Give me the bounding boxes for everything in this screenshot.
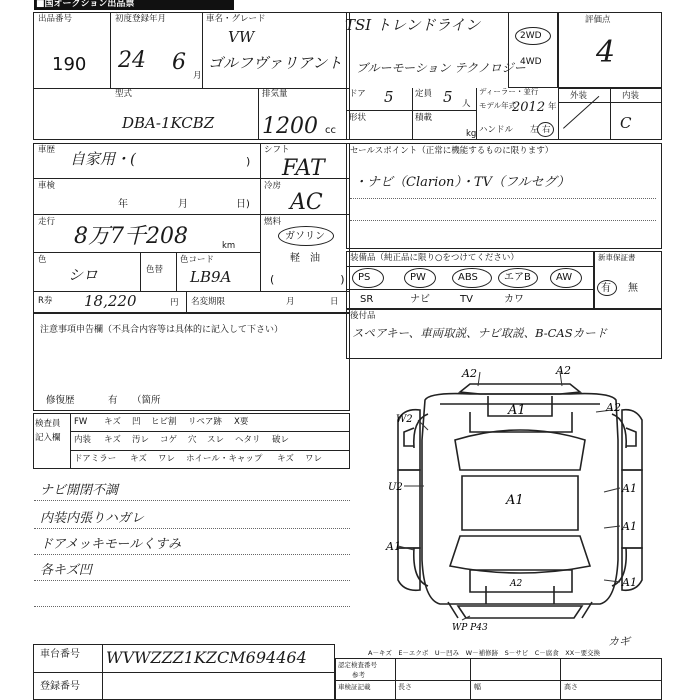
recycle-unit: 円 bbox=[170, 298, 179, 308]
capacity-value: 5 bbox=[443, 88, 453, 106]
transfer-label: 名変期限 bbox=[191, 297, 226, 307]
diagram-mark-rear-bumper: WP P43 bbox=[452, 623, 488, 633]
cert-label: 認定検査番号 bbox=[338, 661, 377, 669]
drive-4wd: 4WD bbox=[520, 57, 542, 67]
displacement-value: 1200 bbox=[262, 114, 318, 139]
fuel-diesel: 軽 油 bbox=[290, 253, 320, 264]
load-label: 積載 bbox=[415, 113, 433, 123]
aftermarket-label: 後付品 bbox=[350, 311, 376, 321]
inspection-year: 年 bbox=[118, 199, 128, 210]
fuel-value: ガソリン bbox=[285, 231, 325, 242]
inspector-item: 穴 bbox=[188, 435, 197, 445]
remark-line: 各キズ凹 bbox=[40, 563, 92, 578]
diagram-mark-left-door: U2 bbox=[388, 482, 403, 493]
diagram-mark-front-fender-left: W2 bbox=[396, 414, 413, 425]
diagram-mark-left-rear: A1 bbox=[386, 540, 401, 553]
model-name: ゴルフヴァリアント bbox=[208, 54, 343, 72]
inspector-item: キズ bbox=[104, 417, 121, 427]
equipment-item: PW bbox=[410, 272, 426, 283]
inspector-item: キズ bbox=[130, 454, 147, 464]
inspection-day: 日) bbox=[236, 199, 250, 210]
inspection-label: 車検 bbox=[38, 181, 56, 191]
equipment-circle bbox=[452, 268, 492, 288]
dealer-label: ディーラー・並行 bbox=[479, 87, 539, 96]
inspector-item: 汚レ bbox=[132, 435, 150, 445]
handle-label: ハンドル bbox=[479, 125, 514, 135]
registration-month: 6 bbox=[172, 50, 186, 75]
model-name-label: 車名・グレード bbox=[206, 14, 266, 24]
exterior-label: 外装 bbox=[570, 91, 588, 101]
aftermarket-value: スペアキー、車両取説、ナビ取説、B-CASカード bbox=[352, 326, 608, 340]
equipment-item: PS bbox=[358, 272, 371, 283]
interior-grade: C bbox=[620, 114, 632, 132]
height-label: 高さ bbox=[564, 683, 578, 691]
equipment-item: TV bbox=[460, 294, 473, 305]
diagram-mark-right-door-rear: A1 bbox=[622, 520, 637, 533]
registration-label: 初度登録年月 bbox=[115, 14, 167, 24]
color-change-label: 色替 bbox=[146, 265, 164, 275]
model-grade: TSI トレンドライン bbox=[345, 16, 481, 34]
shift-value: FAT bbox=[282, 156, 325, 181]
transfer-day: 日 bbox=[330, 297, 339, 307]
repair-place: （箇所 bbox=[132, 395, 161, 406]
mileage-label: 走行 bbox=[38, 217, 56, 227]
inspector-item: ヒビ割 bbox=[151, 417, 177, 427]
registration-month-unit: 月 bbox=[193, 71, 202, 81]
doors-label: ドア bbox=[349, 89, 366, 99]
remark-line: ナビ開閉不調 bbox=[40, 483, 119, 498]
equipment-item: ABS bbox=[458, 272, 478, 283]
inspector-label-1: 検査員 bbox=[35, 419, 61, 429]
model-year: 2012 bbox=[512, 100, 546, 115]
doors-value: 5 bbox=[384, 88, 394, 106]
usage-value: 自家用・( bbox=[70, 150, 136, 168]
handle-left: 左 bbox=[530, 125, 539, 135]
remark-dotted-line bbox=[34, 500, 350, 501]
recycle-value: 18,220 bbox=[84, 292, 137, 310]
drive-2wd: 2WD bbox=[520, 31, 542, 41]
cooling-label: 冷房 bbox=[264, 181, 282, 191]
width-label: 幅 bbox=[474, 683, 481, 691]
inspector-item: ワレ bbox=[305, 454, 323, 464]
warranty-yes: 有 bbox=[601, 283, 611, 294]
color-value: シロ bbox=[68, 266, 99, 284]
mileage-value: 8万7千208 bbox=[74, 224, 188, 249]
inspector-item: キズ bbox=[277, 454, 294, 464]
inspector-item: コゲ bbox=[160, 435, 178, 445]
inspector-label-2: 記入欄 bbox=[35, 433, 61, 443]
repair-label: 修復歴 bbox=[46, 395, 75, 406]
notes-label: 注意事項申告欄（不具合内容等は具体的に記入して下さい） bbox=[40, 325, 284, 335]
inspector-item: ワレ bbox=[158, 454, 176, 464]
remark-dotted-line bbox=[34, 528, 350, 529]
remark-line: ドアメッキモールくすみ bbox=[40, 537, 182, 552]
registration-year: 24 bbox=[118, 48, 146, 73]
inspector-item: リペア跡 bbox=[188, 417, 222, 427]
lot-number: 190 bbox=[52, 54, 87, 75]
equipment-circle bbox=[352, 268, 384, 288]
equipment-circle bbox=[404, 268, 436, 288]
repair-yes: 有 bbox=[108, 395, 118, 406]
diagram-mark-right-door-front: A1 bbox=[622, 482, 637, 495]
sales-point-value: ・ナビ（Clarion）・TV（フルセグ） bbox=[354, 175, 570, 190]
color-code: LB9A bbox=[190, 268, 232, 286]
model-grade-sub: ブルーモーション テクノロジー bbox=[356, 61, 526, 75]
cert-ref-label: 参考 bbox=[352, 671, 365, 679]
displacement-unit: cc bbox=[325, 125, 336, 136]
score-label: 評価点 bbox=[585, 15, 611, 25]
usage-label: 車歴 bbox=[38, 145, 56, 155]
recycle-label: R券 bbox=[38, 296, 53, 306]
color-label: 色 bbox=[38, 255, 47, 265]
inspector-item: 凹 bbox=[132, 417, 141, 427]
model-code: DBA-1KCBZ bbox=[122, 114, 215, 132]
header-title: ■国オークション出品票 bbox=[36, 0, 135, 9]
inspector-row-label: 内装 bbox=[74, 435, 92, 445]
equipment-circle bbox=[498, 268, 538, 288]
equipment-item: エアB bbox=[504, 272, 531, 283]
vw-mark: VW bbox=[228, 28, 255, 46]
remark-dotted-line bbox=[34, 606, 350, 607]
diagram-mark-right-rear: A1 bbox=[622, 576, 637, 589]
model-year-unit: 年 bbox=[548, 102, 557, 112]
diagram-mark-front-left: A2 bbox=[462, 367, 477, 380]
inspector-item: X要 bbox=[234, 417, 249, 427]
inspector-item: キズ bbox=[104, 435, 121, 445]
lot-label: 出品番号 bbox=[38, 14, 73, 24]
inspector-item: 破レ bbox=[272, 435, 290, 445]
inspector-row-label: ドアミラー bbox=[74, 454, 117, 464]
diagram-mark-front-right: A2 bbox=[556, 364, 571, 377]
capacity-unit: 人 bbox=[462, 99, 471, 109]
capacity-label: 定員 bbox=[415, 89, 433, 99]
shift-label: シフト bbox=[264, 145, 290, 155]
new-car-warranty-label: 新車保証書 bbox=[598, 253, 636, 262]
sales-point-label: セールスポイント（正常に機能するものに限ります） bbox=[350, 146, 554, 156]
score-value: 4 bbox=[596, 35, 616, 70]
diagram-mark-roof: A1 bbox=[506, 493, 524, 508]
transfer-month: 月 bbox=[286, 297, 295, 307]
diagram-mark-trunk: A2 bbox=[510, 579, 523, 589]
registration-number-label: 登録番号 bbox=[40, 681, 80, 692]
equipment-item: AW bbox=[556, 272, 573, 283]
equipment-item: カワ bbox=[504, 294, 524, 305]
inspector-row-label: FW bbox=[74, 417, 88, 427]
remark-line: 内装内張りハガレ bbox=[40, 511, 145, 526]
displacement-label: 排気量 bbox=[262, 89, 288, 99]
size-label: 車検証記載 bbox=[338, 683, 371, 691]
interior-label: 内装 bbox=[622, 91, 640, 101]
mileage-unit: km bbox=[222, 241, 236, 251]
inspector-item: ヘタリ bbox=[235, 435, 261, 445]
diagram-mark-front-fender-right: A2 bbox=[606, 401, 621, 414]
length-label: 長さ bbox=[398, 683, 412, 691]
model-code-label: 型式 bbox=[115, 89, 133, 99]
chassis-number: WVWZZZ1KZCM694464 bbox=[106, 648, 307, 667]
equipment-item: ナビ bbox=[410, 294, 430, 305]
load-unit: kg bbox=[466, 129, 477, 139]
diagram-mark-hood: A1 bbox=[508, 403, 526, 418]
shape-label: 形状 bbox=[349, 113, 367, 123]
color-code-label: 色コード bbox=[180, 255, 215, 265]
handle-right: 右 bbox=[542, 125, 551, 135]
inspector-item: スレ bbox=[207, 435, 225, 445]
equipment-label: 装備品（純正品に限り○をつけてください） bbox=[350, 253, 519, 263]
chassis-label: 車台番号 bbox=[40, 649, 80, 660]
equipment-item: SR bbox=[360, 294, 374, 305]
inspection-month: 月 bbox=[178, 199, 188, 210]
remark-dotted-line bbox=[34, 580, 350, 581]
diagram-legend: A－キズ E－エクボ U－凹み W－補修跡 S－サビ C－腐食 XX－要交換 bbox=[368, 649, 601, 657]
inspector-item: ホイール・キャップ bbox=[186, 454, 263, 464]
key-note: カギ bbox=[608, 635, 630, 648]
cooling-value: AC bbox=[290, 190, 323, 215]
fuel-label: 燃料 bbox=[264, 217, 282, 227]
remark-dotted-line bbox=[34, 554, 350, 555]
model-year-label: モデル年式 bbox=[479, 101, 517, 110]
warranty-no: 無 bbox=[628, 283, 638, 294]
equipment-circle bbox=[550, 268, 582, 288]
